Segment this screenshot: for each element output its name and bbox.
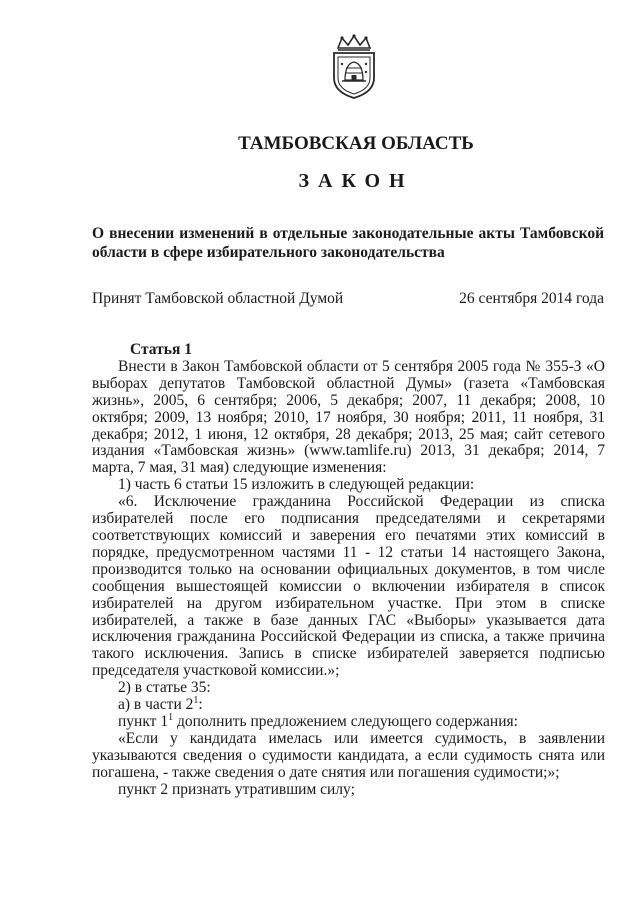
adoption-statement: Принят Тамбовской областной Думой xyxy=(92,290,344,307)
point-1-superscript: 1 xyxy=(168,711,174,723)
item-2a-superscript: 1 xyxy=(193,694,199,706)
region-title: ТАМБОВСКАЯ ОБЛАСТЬ xyxy=(238,133,474,154)
point-1-text: пункт 1 xyxy=(118,712,169,730)
amendment-item-1: 1) часть 6 статьи 15 изложить в следующей редакции: xyxy=(118,476,475,494)
article-title: Статья 1 xyxy=(130,341,192,358)
law-subject-heading: О внесении изменений в отдельные законодательные акты Тамбовской области в сфере избирательного законодательства xyxy=(92,225,604,261)
amendment-item-2: 2) в статье 35: xyxy=(118,679,211,697)
amendment-item-1-quote: «6. Исключение гражданина Российской Федерации из списка избирателей после его подписания председателями и секретарями соответствующих комиссий и заверения его печатями этих комиссий в порядке, предусмотренном частями 11 - 12 статьи 14 настоящего Закона, производится только на основании официальных документов, в том числе сообщения вышестоящей комиссии о включении избирателя в список избирателей на другом избирательном участке. При этом в списке избирателей, а также в базе данных ГАС «Выборы» указывается дата исключения гражданина Российской Федерации из списка, а также причина такого исключения. Запись в списке избирателей заверяется подписью председателя участковой комиссии.»; xyxy=(92,493,605,680)
document-type-title: ЗАКОН xyxy=(298,170,414,192)
coat-of-arms-emblem xyxy=(328,34,380,100)
amendment-item-2a-point-2: пункт 2 признать утратившим силу; xyxy=(118,780,355,798)
item-2a-colon: : xyxy=(198,696,203,714)
article-intro-paragraph: Внести в Закон Тамбовской области от 5 сентября 2005 года № 355-З «О выборах депутатов Тамбовской областной Думы» (газета «Тамбовская жизнь», 2005, 6 сентября; 2006, 5 декабря; 2007, 11 декабря; 2008, 10 октября; 2009, 13 ноября; 2010, 17 ноября, 30 ноября; 2011, 11 ноября, 31 декабря; 2012, 1 июня, 12 октября, 28 декабря; 2013, 25 мая; сайт сетевого издания «Тамбовская жизнь» (www.tamlife.ru) 2013, 31 декабря; 2014, 7 марта, 7 мая, 31 мая) следующие изменения: xyxy=(92,357,605,477)
adoption-date: 26 сентября 2014 года xyxy=(459,290,604,307)
amendment-item-2a-point-1 xyxy=(92,711,605,731)
amendment-item-2a-quote: «Если у кандидата имелась или имеется судимость, в заявлении указываются сведения о судимости кандидата, а если судимость снята или погашена, - также сведения о дате снятия или погашения судимости;»; xyxy=(92,729,605,781)
article-body xyxy=(92,342,605,798)
point-1-tail: дополнить предложением следующего содержания: xyxy=(173,712,518,730)
item-2a-text: а) в части 2 xyxy=(118,696,194,714)
